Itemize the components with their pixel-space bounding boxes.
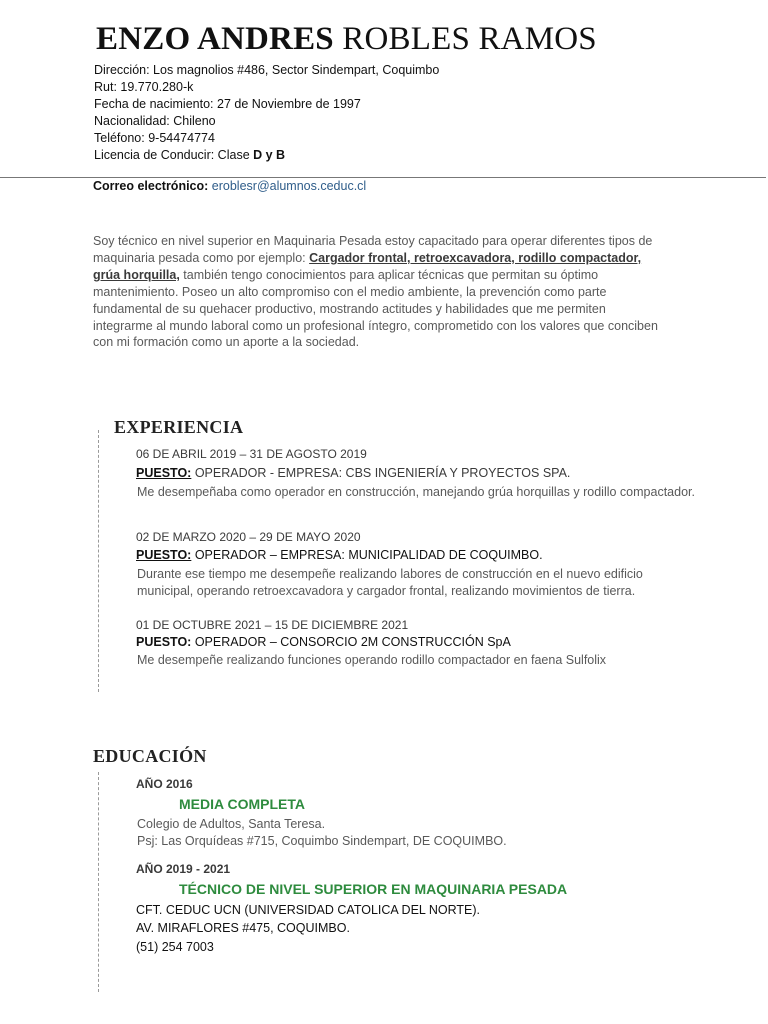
license-prefix: Licencia de Conducir: Clase bbox=[94, 148, 254, 162]
license-line bbox=[94, 147, 285, 164]
name-last: ROBLES RAMOS bbox=[333, 21, 597, 57]
position-label: PUESTO: bbox=[136, 466, 192, 480]
email-line bbox=[93, 179, 366, 193]
education-address: AV. MIRAFLORES #475, COQUIMBO. bbox=[136, 921, 350, 935]
position-text: OPERADOR - EMPRESA: CBS INGENIERÍA Y PROYECTOS SPA. bbox=[191, 466, 571, 480]
experience-description: Me desempeñaba como operador en construcción, manejando grúa horquillas y rodillo compactador. bbox=[137, 485, 695, 499]
nationality-line: Nacionalidad: Chileno bbox=[94, 114, 216, 128]
education-institution: CFT. CEDUC UCN (UNIVERSIDAD CATOLICA DEL NORTE). bbox=[136, 903, 481, 917]
summary-highlight: Cargador frontal, retroexcavadora, rodillo compactador, grúa horquilla, bbox=[93, 250, 642, 282]
name-first: ENZO ANDRES bbox=[96, 21, 334, 57]
experience-date: 06 DE ABRIL 2019 – 31 DE AGOSTO 2019 bbox=[136, 447, 367, 461]
experience-description: Me desempeñe realizando funciones operando rodillo compactador en faena Sulfolix bbox=[137, 653, 607, 667]
email-label: Correo electrónico: bbox=[93, 179, 212, 193]
experience-position bbox=[136, 466, 570, 480]
rut-line: Rut: 19.770.280-k bbox=[94, 80, 194, 94]
email-link[interactable]: eroblesr@alumnos.ceduc.cl bbox=[211, 179, 367, 193]
summary-text-start: Soy técnico en nivel superior en Maquinaria Pesada estoy capacitado para operar diferentes tipos de maquinaria pesada como por ejemplo: bbox=[93, 234, 653, 265]
experience-date: 02 DE MARZO 2020 – 29 DE MAYO 2020 bbox=[136, 530, 361, 544]
position-text: OPERADOR – CONSORCIO 2M CONSTRUCCIÓN SpA bbox=[191, 635, 511, 649]
profile-summary bbox=[93, 233, 658, 351]
education-timeline-line bbox=[98, 772, 99, 992]
education-title: EDUCACIÓN bbox=[93, 746, 207, 766]
position-text: OPERADOR – EMPRESA: MUNICIPALIDAD DE COQUIMBO. bbox=[191, 548, 543, 562]
education-phone: (51) 254 7003 bbox=[136, 940, 214, 954]
candidate-name bbox=[96, 21, 597, 58]
education-year: AÑO 2016 bbox=[136, 777, 193, 791]
experience-description: Durante ese tiempo me desempeñe realizando labores de construcción en el nuevo edificio municipal, operando retroexcavadora y cargador frontal, realizando movimientos de tierra. bbox=[137, 567, 643, 598]
summary-text-end: también tengo conocimientos para aplicar técnicas que permitan su óptimo mantenimiento. Poseo un alto compromiso con el medio ambiente, la prevención como parte fundamental de su quehacer productivo, mostrando actitudes y habilidades que me permiten integrarme al mundo laboral como un profesional íntegro, comprometido con los valores que conciben con mi formación como un aporte a la sociedad. bbox=[93, 267, 658, 350]
license-class: D y B bbox=[253, 148, 286, 162]
position-label: PUESTO: bbox=[136, 635, 192, 649]
education-degree: MEDIA COMPLETA bbox=[179, 796, 305, 812]
phone-line: Teléfono: 9-54474774 bbox=[94, 131, 215, 145]
position-label: PUESTO: bbox=[136, 548, 192, 562]
experience-timeline-line bbox=[98, 430, 99, 692]
education-year: AÑO 2019 - 2021 bbox=[136, 862, 231, 876]
header-divider bbox=[0, 177, 766, 178]
experience-title: EXPERIENCIA bbox=[114, 417, 244, 437]
birth-line: Fecha de nacimiento: 27 de Noviembre de 1997 bbox=[94, 97, 361, 111]
education-degree: TÉCNICO DE NIVEL SUPERIOR EN MAQUINARIA PESADA bbox=[179, 881, 568, 897]
experience-position bbox=[136, 548, 543, 562]
experience-position bbox=[136, 635, 511, 649]
education-institution: Colegio de Adultos, Santa Teresa. bbox=[137, 817, 326, 831]
address-line: Dirección: Los magnolios #486, Sector Sindempart, Coquimbo bbox=[94, 63, 440, 77]
education-address: Psj: Las Orquídeas #715, Coquimbo Sindempart, DE COQUIMBO. bbox=[137, 834, 507, 848]
experience-date: 01 DE OCTUBRE 2021 – 15 DE DICIEMBRE 2021 bbox=[136, 618, 409, 632]
